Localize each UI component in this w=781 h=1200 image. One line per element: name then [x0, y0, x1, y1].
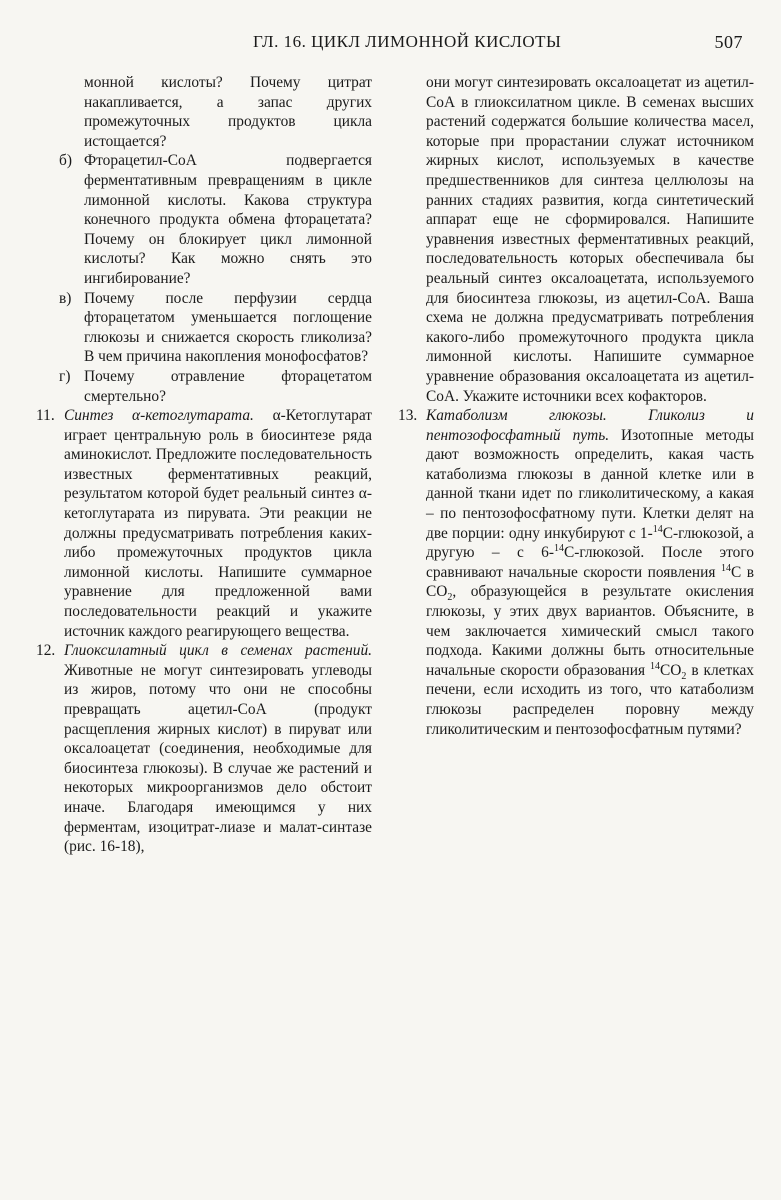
question-text-part: в клетках печени, если исходить из того, что катаболизм глюкозы распределен поровну между гликолитическим и пентозофосфатным путями? — [426, 661, 755, 738]
subquestion-text: Фторацетил-СоА подвергается ферментативным превращениям в цикле лимонной кислоты. Какова структура конечного продукта обмена фторацетата? Почему он блокирует цикл лимонной кислоты? Как можно снять это ингибирование? — [84, 152, 372, 287]
right-column — [398, 73, 754, 739]
subquestion-label: в) — [59, 289, 72, 307]
subquestion-label: б) — [59, 152, 72, 170]
question-text-part: С-глюкозой. После этого сравнивают начальные скорости появления — [426, 544, 754, 581]
question-text: они могут синтезировать оксалоацетат из ацетил-СоА в глиоксилатном цикле. В семенах высших растений содержатся большие количества масел, которые при прорастании служат источником жирных кислот, используемых в качестве предшественников для синтеза целлюлозы на ранних стадиях развития, когда синтетический аппарат еще не сформировался. Напишите уравнения известных ферментативных реакций, последовательность которых обеспечивала бы реальный синтез оксалоацетата, используемого для биосинтеза глюкозы, из ацетил-СоА. Ваша схема не должна предусматривать потребления какого-либо промежуточного продукта цикла лимонной кислоты. Напишите суммарное уравнение образования оксалоацетата из ацетил-СоА. Укажите источники всех кофакторов. — [426, 74, 754, 405]
subquestion-label: г) — [59, 367, 71, 385]
question-number: 12. — [36, 642, 56, 660]
continued-paragraph — [36, 73, 372, 151]
subquestion-text: Почему отравление фторацетатом смертельно? — [84, 367, 372, 405]
question-11 — [36, 406, 372, 641]
question-text-part: , образующейся в результате окисления глюкозы, у этих двух вариантов. Объясните, в чем заключается химический смысл такого подхода. Какими должны быть относительные начальные скорости образования — [426, 583, 754, 679]
question-text: α-Кетоглутарат играет центральную роль в биосинтезе ряда аминокислот. Предложите последовательность известных ферментативных реакций, результатом которой будет реальный синтез α-кетоглутарата из пирувата. Эти реакции не должны предусматривать потребления каких-либо промежуточных продуктов цикла лимонной кислоты. Напишите суммарное уравнение для предложенной вами последовательности реакций и укажите источник каждого реагирующего вещества. — [64, 407, 372, 640]
page-number: 507 — [714, 32, 743, 52]
question-12 — [36, 641, 372, 857]
question-title: Катаболизм глюкозы. Гликолиз и пентозофосфатный путь. — [426, 407, 754, 444]
subscript: 2 — [447, 592, 453, 604]
question-number: 11. — [36, 407, 55, 425]
subscript: 2 — [681, 670, 687, 682]
question-title: Глиоксилатный цикл в семенах растений. — [64, 642, 372, 660]
question-number: 13. — [398, 407, 418, 425]
subquestion-text: Почему после перфузии сердца фторацетатом уменьшается поглощение глюкозы и снижается скорость гликолиза? В чем причина накопления монофосфатов? — [84, 289, 372, 366]
left-column — [36, 73, 372, 857]
subquestion-b — [36, 151, 372, 288]
subquestion-v — [36, 289, 372, 367]
chapter-title: ГЛ. 16. ЦИКЛ ЛИМОННОЙ КИСЛОТЫ — [253, 32, 562, 51]
isotope-superscript: 14 — [720, 562, 731, 574]
isotope-superscript: 14 — [652, 523, 663, 535]
isotope-superscript: 14 — [554, 543, 564, 555]
subquestion-g — [36, 367, 372, 406]
question-13 — [398, 406, 754, 739]
question-text-part: С-глюкозой, а другую – с 6- — [426, 524, 755, 562]
continued-text: монной кислоты? Почему цитрат накапливается, а запас других промежуточных продуктов цикла истощается? — [84, 74, 372, 150]
isotope-superscript: 14 — [650, 660, 661, 672]
question-title: Синтез α-кетоглутарата. — [64, 407, 254, 425]
question-12-continued — [398, 73, 754, 406]
question-text-part: С в СО — [426, 563, 754, 601]
question-text-part: СО — [660, 661, 682, 679]
question-text: Животные не могут синтезировать углеводы из жиров, потому что они не способны превращать ацетил-СоА (продукт расщепления жирных кислот) в пируват или оксалоацетат (соединения, необходимые для биосинтеза глюкозы). В случае же растений и некоторых микроорганизмов дело обстоит иначе. Благодаря имеющимся у них ферментам, изоцитрат-лиазе и малат-синтазе (рис. 16-18), — [64, 661, 372, 856]
running-header — [0, 32, 781, 56]
question-text-part: Изотопные методы дают возможность определить, какая часть катаболизма глюкозы в данной клетке или в данной ткани идет по гликолитическому, а какая – по пентозофосфатному пути. Клетки делят на две порции: одну инкубируют с 1- — [426, 426, 754, 542]
